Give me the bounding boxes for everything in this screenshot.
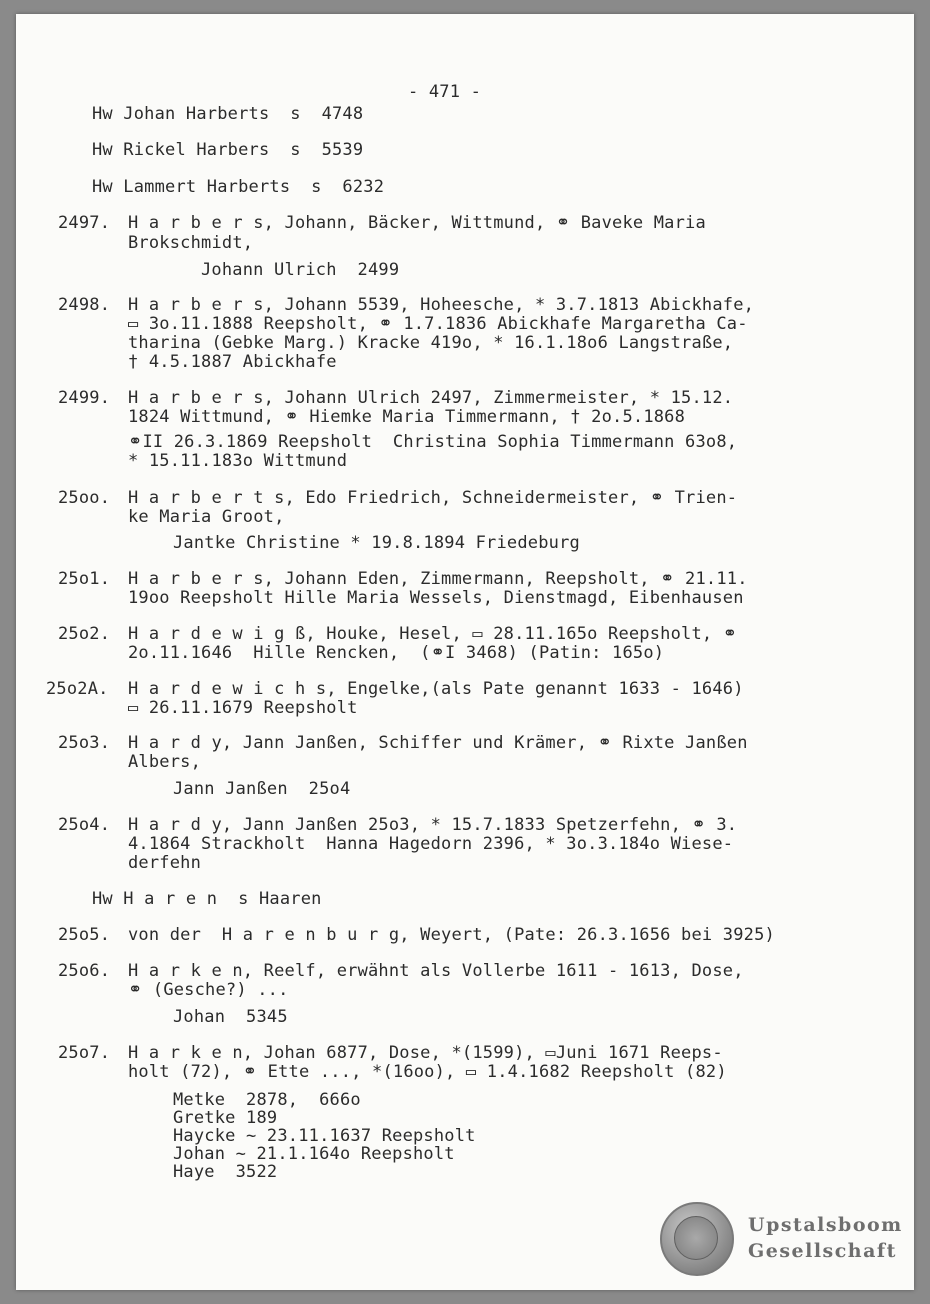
text-line: ▭ 26.11.1679 Reepsholt: [128, 698, 358, 718]
text-line: ⚭ (Gesche?) ...: [128, 980, 289, 1000]
text-line: H a r k e n, Johan 6877, Dose, *(1599), ▭Juni 1671 Reeps-: [128, 1043, 723, 1063]
brand-line-1: Upstalsboom: [748, 1214, 903, 1236]
text-line: Johan ~ 21.1.164o Reepsholt: [173, 1144, 455, 1164]
text-line: 25o2.: [58, 624, 111, 644]
text-line: H a r b e r s, Johann Ulrich 2497, Zimmermeister, * 15.12.: [128, 388, 734, 408]
text-line: 25o6.: [58, 961, 111, 981]
text-line: Haye 3522: [173, 1162, 278, 1182]
text-line: 25o5.: [58, 925, 111, 945]
text-line: 19oo Reepsholt Hille Maria Wessels, Dienstmagd, Eibenhausen: [128, 588, 744, 608]
text-line: von der H a r e n b u r g, Weyert, (Pate: 26.3.1656 bei 3925): [128, 925, 775, 945]
text-line: Hw H a r e n s Haaren: [92, 889, 322, 909]
text-line: 25o4.: [58, 815, 111, 835]
text-line: 1824 Wittmund, ⚭ Hiemke Maria Timmermann, † 2o.5.1868: [128, 407, 686, 427]
text-line: 2o.11.1646 Hille Rencken, (⚭I 3468) (Patin: 165o): [128, 643, 665, 663]
text-line: tharina (Gebke Marg.) Kracke 419o, * 16.1.18o6 Langstraße,: [128, 333, 734, 353]
text-line: 25o2A.: [46, 679, 109, 699]
text-line: Albers,: [128, 752, 202, 772]
document-page: [16, 14, 914, 1290]
text-line: 25o7.: [58, 1043, 111, 1063]
text-line: † 4.5.1887 Abickhafe: [128, 352, 337, 372]
text-line: H a r b e r s, Johann Eden, Zimmermann, Reepsholt, ⚭ 21.11.: [128, 569, 748, 589]
text-line: ⚭II 26.3.1869 Reepsholt Christina Sophia Timmermann 63o8,: [128, 432, 738, 452]
text-line: * 15.11.183o Wittmund: [128, 451, 348, 471]
text-line: Hw Rickel Harbers s 5539: [92, 140, 364, 160]
text-line: Jantke Christine * 19.8.1894 Friedeburg: [173, 533, 580, 553]
text-line: derfehn: [128, 853, 202, 873]
text-line: H a r d e w i g ß, Houke, Hesel, ▭ 28.11.165o Reepsholt, ⚭: [128, 624, 738, 644]
text-line: H a r d y, Jann Janßen 25o3, * 15.7.1833 Spetzerfehn, ⚭ 3.: [128, 815, 738, 835]
text-line: 2498.: [58, 295, 111, 315]
text-line: Metke 2878, 666o: [173, 1090, 361, 1110]
text-line: H a r d e w i c h s, Engelke,(als Pate genannt 1633 - 1646): [128, 679, 744, 699]
text-line: Hw Lammert Harberts s 6232: [92, 177, 385, 197]
text-line: 4.1864 Strackholt Hanna Hagedorn 2396, * 3o.3.184o Wiese-: [128, 834, 734, 854]
society-seal-icon: [660, 1202, 734, 1276]
text-line: Gretke 189: [173, 1108, 278, 1128]
text-line: 2497.: [58, 213, 111, 233]
text-line: Brokschmidt,: [128, 233, 254, 253]
text-line: H a r b e r s, Johann, Bäcker, Wittmund, ⚭ Baveke Maria: [128, 213, 706, 233]
text-line: Jann Janßen 25o4: [173, 779, 351, 799]
text-line: H a r k e n, Reelf, erwähnt als Vollerbe 1611 - 1613, Dose,: [128, 961, 744, 981]
text-line: Johann Ulrich 2499: [201, 260, 400, 280]
text-line: H a r d y, Jann Janßen, Schiffer und Krämer, ⚭ Rixte Janßen: [128, 733, 748, 753]
text-line: H a r b e r t s, Edo Friedrich, Schneidermeister, ⚭ Trien-: [128, 488, 738, 508]
text-line: 25o3.: [58, 733, 111, 753]
page-number: - 471 -: [408, 82, 482, 102]
text-line: ke Maria Groot,: [128, 507, 285, 527]
text-line: H a r b e r s, Johann 5539, Hoheesche, * 3.7.1813 Abickhafe,: [128, 295, 755, 315]
text-line: holt (72), ⚭ Ette ..., *(16oo), ▭ 1.4.1682 Reepsholt (82): [128, 1062, 727, 1082]
text-line: ▭ 3o.11.1888 Reepsholt, ⚭ 1.7.1836 Abickhafe Margaretha Ca-: [128, 314, 748, 334]
text-line: Hw Johan Harberts s 4748: [92, 104, 364, 124]
brand-line-2: Gesellschaft: [748, 1240, 897, 1262]
text-line: 25o1.: [58, 569, 111, 589]
text-line: Haycke ~ 23.11.1637 Reepsholt: [173, 1126, 476, 1146]
text-line: 2499.: [58, 388, 111, 408]
text-line: 25oo.: [58, 488, 111, 508]
text-line: Johan 5345: [173, 1007, 288, 1027]
